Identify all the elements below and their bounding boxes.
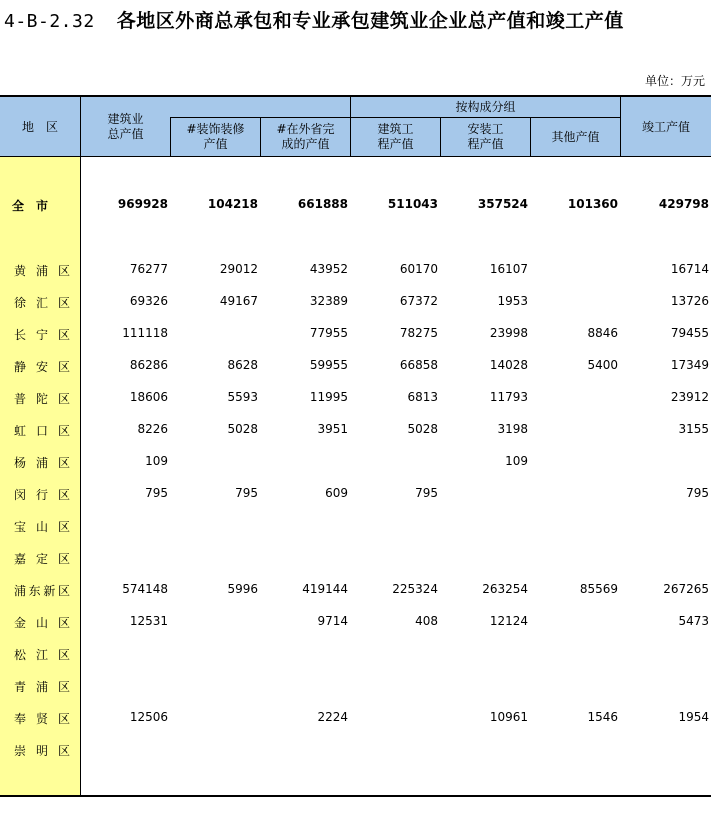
header-installation: 安装工 程产值 (467, 122, 504, 151)
region-label: 松江区 (14, 648, 70, 662)
cell-completed: 429798 (658, 197, 709, 211)
header-decoration: #装饰装修 产值 (186, 122, 245, 151)
cell-construction: 408 (415, 614, 438, 628)
cell-decoration: 29012 (219, 262, 258, 276)
cell-decoration: 795 (235, 486, 258, 500)
region-label: 浦东新区 (14, 584, 70, 598)
cell-total: 86286 (129, 358, 168, 372)
cell-completed: 13726 (670, 294, 709, 308)
region-label: 青浦区 (14, 680, 70, 694)
table-row (0, 518, 711, 538)
cell-installation: 357524 (477, 197, 528, 211)
table-title: 各地区外商总承包和专业承包建筑业企业总产值和竣工产值 (116, 10, 624, 32)
cell-installation: 16107 (489, 262, 528, 276)
table-row (0, 550, 711, 570)
table-row (0, 326, 711, 346)
cell-decoration: 104218 (207, 197, 258, 211)
cell-total: 12531 (129, 614, 168, 628)
cell-installation: 12124 (489, 614, 528, 628)
cell-construction: 225324 (392, 582, 438, 596)
cell-installation: 10961 (489, 710, 528, 724)
cell-installation: 11793 (489, 390, 528, 404)
table-row (0, 422, 711, 442)
cell-construction: 78275 (399, 326, 438, 340)
cell-completed: 267265 (663, 582, 709, 596)
cell-other: 8846 (587, 326, 618, 340)
region-label: 黄浦区 (14, 264, 70, 278)
table-row (0, 678, 711, 698)
cell-completed: 3155 (678, 422, 709, 436)
cell-total: 109 (145, 454, 168, 468)
cell-construction: 6813 (407, 390, 438, 404)
cell-installation: 23998 (489, 326, 528, 340)
bottom-rule (0, 795, 711, 797)
table-row (0, 582, 711, 602)
cell-out: 419144 (302, 582, 348, 596)
region-label: 杨浦区 (14, 456, 70, 470)
cell-construction: 5028 (407, 422, 438, 436)
cell-out: 77955 (309, 326, 348, 340)
region-label: 金山区 (14, 616, 70, 630)
table-row (0, 614, 711, 634)
cell-decoration: 5593 (227, 390, 258, 404)
region-label: 嘉定区 (14, 552, 70, 566)
cell-other: 85569 (579, 582, 618, 596)
header-completed: 竣工产值 (641, 119, 690, 134)
table-row (0, 710, 711, 730)
region-label: 虹口区 (14, 424, 70, 438)
cell-out: 32389 (309, 294, 348, 308)
cell-construction: 60170 (399, 262, 438, 276)
region-label: 奉贤区 (14, 712, 70, 726)
cell-completed: 16714 (670, 262, 709, 276)
cell-total: 969928 (117, 197, 168, 211)
table-row (0, 390, 711, 410)
table-row (0, 262, 711, 282)
cell-construction: 795 (415, 486, 438, 500)
header-total-output: 建筑业 总产值 (107, 112, 144, 141)
table-row (0, 486, 711, 506)
cell-installation: 109 (505, 454, 528, 468)
cell-installation: 14028 (489, 358, 528, 372)
cell-total: 18606 (129, 390, 168, 404)
table-row (0, 646, 711, 666)
cell-decoration: 5028 (227, 422, 258, 436)
cell-out: 43952 (309, 262, 348, 276)
region-column (0, 157, 80, 795)
header-other: 其他产值 (551, 129, 600, 144)
cell-decoration: 49167 (219, 294, 258, 308)
header-construction: 建筑工 程产值 (377, 122, 414, 151)
region-label: 静安区 (14, 360, 70, 374)
cell-other: 101360 (567, 197, 618, 211)
table-row (0, 294, 711, 314)
header-group: 按构成分组 (455, 99, 516, 114)
unit-label: 单位：万元 (644, 74, 705, 88)
cell-other: 1546 (587, 710, 618, 724)
page-title (4, 6, 624, 33)
cell-completed: 23912 (670, 390, 709, 404)
cell-decoration: 8628 (227, 358, 258, 372)
cell-completed: 5473 (678, 614, 709, 628)
cell-completed: 795 (686, 486, 709, 500)
cell-total: 111118 (122, 326, 168, 340)
region-label: 全 市 (12, 199, 49, 213)
table-row (0, 742, 711, 762)
region-label: 崇明区 (14, 744, 70, 758)
cell-out: 609 (325, 486, 348, 500)
cell-total: 8226 (137, 422, 168, 436)
region-label: 徐汇区 (14, 296, 70, 310)
cell-out: 11995 (309, 390, 348, 404)
cell-out: 2224 (317, 710, 348, 724)
cell-construction: 67372 (399, 294, 438, 308)
cell-out: 661888 (297, 197, 348, 211)
region-label: 宝山区 (14, 520, 70, 534)
total-row (0, 197, 711, 217)
cell-other: 5400 (587, 358, 618, 372)
table-row (0, 454, 711, 474)
cell-total: 12506 (129, 710, 168, 724)
cell-completed: 79455 (670, 326, 709, 340)
cell-total: 76277 (129, 262, 168, 276)
region-label: 长宁区 (14, 328, 70, 342)
cell-decoration: 5996 (227, 582, 258, 596)
cell-completed: 17349 (670, 358, 709, 372)
cell-installation: 3198 (497, 422, 528, 436)
cell-out: 59955 (309, 358, 348, 372)
region-label: 普陀区 (14, 392, 70, 406)
header-out-of-province: #在外省完 成的产值 (276, 122, 335, 151)
cell-out: 3951 (317, 422, 348, 436)
header-region: 地 区 (21, 119, 58, 134)
cell-out: 9714 (317, 614, 348, 628)
table-row (0, 358, 711, 378)
table-code: 4-B-2.32 (4, 11, 95, 32)
cell-total: 69326 (129, 294, 168, 308)
cell-construction: 511043 (387, 197, 438, 211)
cell-completed: 1954 (678, 710, 709, 724)
region-label: 闵行区 (14, 488, 70, 502)
cell-installation: 263254 (482, 582, 528, 596)
cell-construction: 66858 (399, 358, 438, 372)
cell-total: 795 (145, 486, 168, 500)
cell-total: 574148 (122, 582, 168, 596)
cell-installation: 1953 (497, 294, 528, 308)
